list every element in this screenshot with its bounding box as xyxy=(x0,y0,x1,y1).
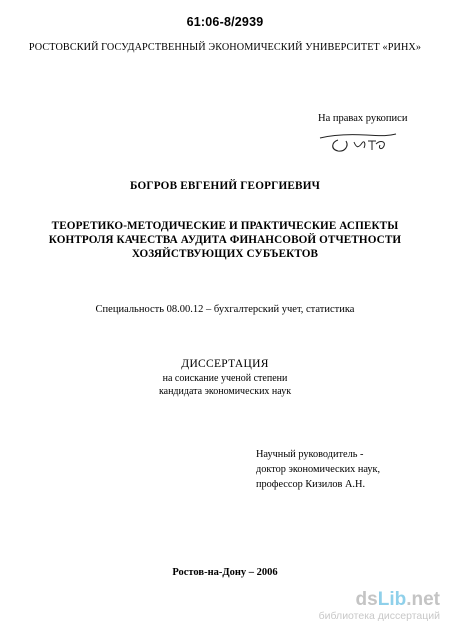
city-year: Ростов-на-Дону – 2006 xyxy=(172,567,278,578)
degree-line: кандидата экономических наук xyxy=(158,386,292,397)
rights-note: На правах рукописи xyxy=(318,113,408,124)
dissertation-title-line: КОНТРОЛЯ КАЧЕСТВА АУДИТА ФИНАНСОВОЙ ОТЧЕТНОСТИ xyxy=(48,234,402,246)
advisor-line: профессор Кизилов А.Н. xyxy=(256,479,366,490)
watermark-logo xyxy=(319,590,440,610)
dissertation-title-line: ТЕОРЕТИКО-МЕТОДИЧЕСКИЕ И ПРАКТИЧЕСКИЕ АСПЕКТЫ xyxy=(51,220,399,232)
watermark-logo-ds: ds xyxy=(355,589,378,610)
advisor-line: доктор экономических наук, xyxy=(256,464,381,475)
university-name: РОСТОВСКИЙ ГОСУДАРСТВЕННЫЙ ЭКОНОМИЧЕСКИЙ УНИВЕРСИТЕТ «РИНХ» xyxy=(28,42,422,53)
dissertation-title-line: ХОЗЯЙСТВУЮЩИХ СУБЪЕКТОВ xyxy=(131,248,319,260)
watermark xyxy=(319,590,440,623)
degree-line: на соискание ученой степени xyxy=(162,373,288,384)
watermark-logo-lib: Lib xyxy=(377,589,407,610)
catalog-number: 61:06-8/2939 xyxy=(186,15,264,29)
watermark-subtitle: библиотека диссертаций xyxy=(318,610,440,622)
watermark-logo-net: .net xyxy=(406,589,440,610)
specialty: Специальность 08.00.12 – бухгалтерский учет, статистика xyxy=(95,304,355,315)
advisor-line: Научный руководитель - xyxy=(256,449,364,460)
handwritten-signature-icon xyxy=(318,122,398,156)
document-type: ДИССЕРТАЦИЯ xyxy=(181,358,269,370)
author-name: БОГРОВ ЕВГЕНИЙ ГЕОРГИЕВИЧ xyxy=(129,180,321,192)
